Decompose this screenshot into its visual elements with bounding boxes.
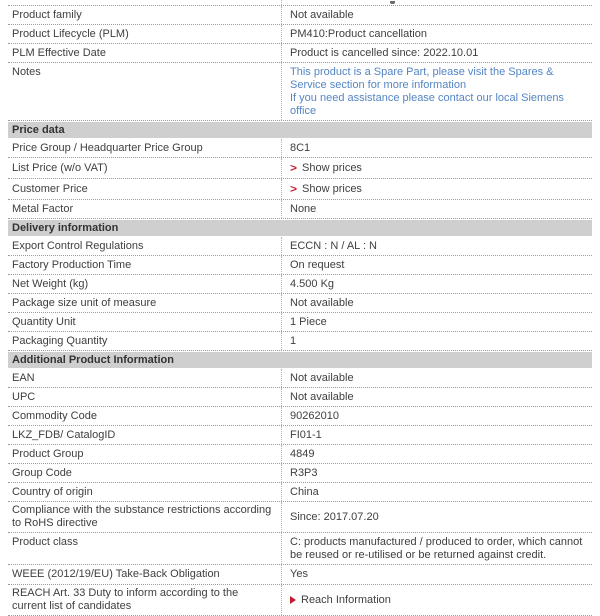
row-value: 4.500 Kg <box>281 275 592 293</box>
row-plm-effective-date <box>8 44 592 63</box>
row-value <box>281 63 592 120</box>
row-label: LKZ_FDB/ CatalogID <box>12 428 116 441</box>
show-prices-link[interactable] <box>290 162 362 175</box>
chevron-right-icon: > <box>290 182 298 195</box>
row-factory-production-time <box>8 256 592 275</box>
show-prices-link[interactable] <box>290 183 362 196</box>
clipped-top-value <box>281 0 592 5</box>
section-header-additional-product-information <box>8 352 592 368</box>
row-lkz-fdb-catalogid <box>8 426 592 445</box>
row-value: Not available <box>281 6 592 24</box>
row-label: Metal Factor <box>12 202 74 215</box>
row-value: Not available <box>281 294 592 312</box>
row-product-class <box>8 533 592 565</box>
product-detail-table <box>8 0 592 616</box>
row-value: Since: 2017.07.20 <box>281 502 592 532</box>
row-label: Compliance with the substance restrictions according to RoHS directive <box>12 504 272 529</box>
row-group-code <box>8 464 592 483</box>
row-list-price <box>8 158 592 179</box>
row-label: Quantity Unit <box>12 315 76 328</box>
section-title: Delivery information <box>12 222 119 234</box>
row-reach-art-33 <box>8 585 592 616</box>
section-header-price-data <box>8 122 592 138</box>
section-title: Price data <box>12 124 65 136</box>
row-upc <box>8 388 592 407</box>
row-label: UPC <box>12 390 36 403</box>
row-export-control-regulations <box>8 237 592 256</box>
row-label: Notes <box>12 66 41 78</box>
section-header-delivery-information <box>8 220 592 236</box>
row-value <box>281 158 592 178</box>
row-product-family <box>8 6 592 25</box>
row-label: Factory Production Time <box>12 258 132 271</box>
row-packaging-quantity <box>8 332 592 351</box>
row-value: 90262010 <box>281 407 592 425</box>
row-label: EAN <box>12 371 35 384</box>
row-metal-factor <box>8 200 592 219</box>
triangle-right-icon <box>290 596 296 604</box>
row-value <box>281 585 592 615</box>
row-net-weight <box>8 275 592 294</box>
row-label: Price Group / Headquarter Price Group <box>12 141 203 154</box>
row-value: 4849 <box>281 445 592 463</box>
reach-information-link[interactable] <box>290 594 391 607</box>
row-notes <box>8 63 592 121</box>
row-label: Export Control Regulations <box>12 239 144 252</box>
row-quantity-unit <box>8 313 592 332</box>
row-value: R3P3 <box>281 464 592 482</box>
row-customer-price <box>8 179 592 200</box>
row-label: Product Lifecycle (PLM) <box>12 27 129 40</box>
show-prices-label: Show prices <box>302 161 362 174</box>
clipped-top-row <box>8 0 592 6</box>
row-value: China <box>281 483 592 501</box>
row-label: Packaging Quantity <box>12 334 108 347</box>
row-commodity-code <box>8 407 592 426</box>
row-value: 8C1 <box>281 139 592 157</box>
row-ean <box>8 369 592 388</box>
row-label: Package size unit of measure <box>12 296 157 309</box>
row-label: PLM Effective Date <box>12 46 106 59</box>
row-rohs-compliance <box>8 502 592 533</box>
show-prices-label: Show prices <box>302 182 362 195</box>
chevron-right-icon: > <box>290 161 298 174</box>
row-label: Net Weight (kg) <box>12 277 89 290</box>
row-value: FI01-1 <box>281 426 592 444</box>
row-value: Not available <box>281 388 592 406</box>
row-value <box>281 179 592 199</box>
row-value: Not available <box>281 369 592 387</box>
row-value: 1 Piece <box>281 313 592 331</box>
row-label: WEEE (2012/19/EU) Take-Back Obligation <box>12 568 220 580</box>
row-label: Commodity Code <box>12 409 97 422</box>
row-label: Customer Price <box>12 182 88 195</box>
row-product-lifecycle <box>8 25 592 44</box>
reach-information-label: Reach Information <box>301 593 391 606</box>
row-value: ECCN : N / AL : N <box>281 237 592 255</box>
row-value: 1 <box>281 332 592 350</box>
row-value: None <box>281 200 592 218</box>
row-label: REACH Art. 33 Duty to inform according to the current list of candidates <box>12 587 239 612</box>
row-price-group <box>8 139 592 158</box>
row-label: Product family <box>12 8 82 21</box>
row-country-of-origin <box>8 483 592 502</box>
row-value: C: products manufactured / produced to order, which cannot be reused or re-utilised or be returned against credit. <box>281 533 592 564</box>
row-weee-take-back-obligation <box>8 565 592 585</box>
clipped-text-fragment <box>390 1 395 4</box>
row-value: Product is cancelled since: 2022.10.01 <box>281 44 592 62</box>
row-label: Product class <box>12 536 79 548</box>
row-label: Group Code <box>12 466 72 479</box>
row-value: On request <box>281 256 592 274</box>
row-product-group <box>8 445 592 464</box>
notes-text-line: If you need assistance please contact our local Siemens office <box>290 92 564 117</box>
row-value: Yes <box>281 565 592 584</box>
row-label: List Price (w/o VAT) <box>12 161 108 174</box>
row-label: Country of origin <box>12 485 93 498</box>
clipped-top-label <box>8 1 281 5</box>
row-value: PM410:Product cancellation <box>281 25 592 43</box>
notes-text-line: This product is a Spare Part, please visit the Spares & Service section for more information <box>290 66 554 91</box>
row-label: Product Group <box>12 447 84 460</box>
section-title: Additional Product Information <box>12 354 174 366</box>
row-package-size-unit <box>8 294 592 313</box>
